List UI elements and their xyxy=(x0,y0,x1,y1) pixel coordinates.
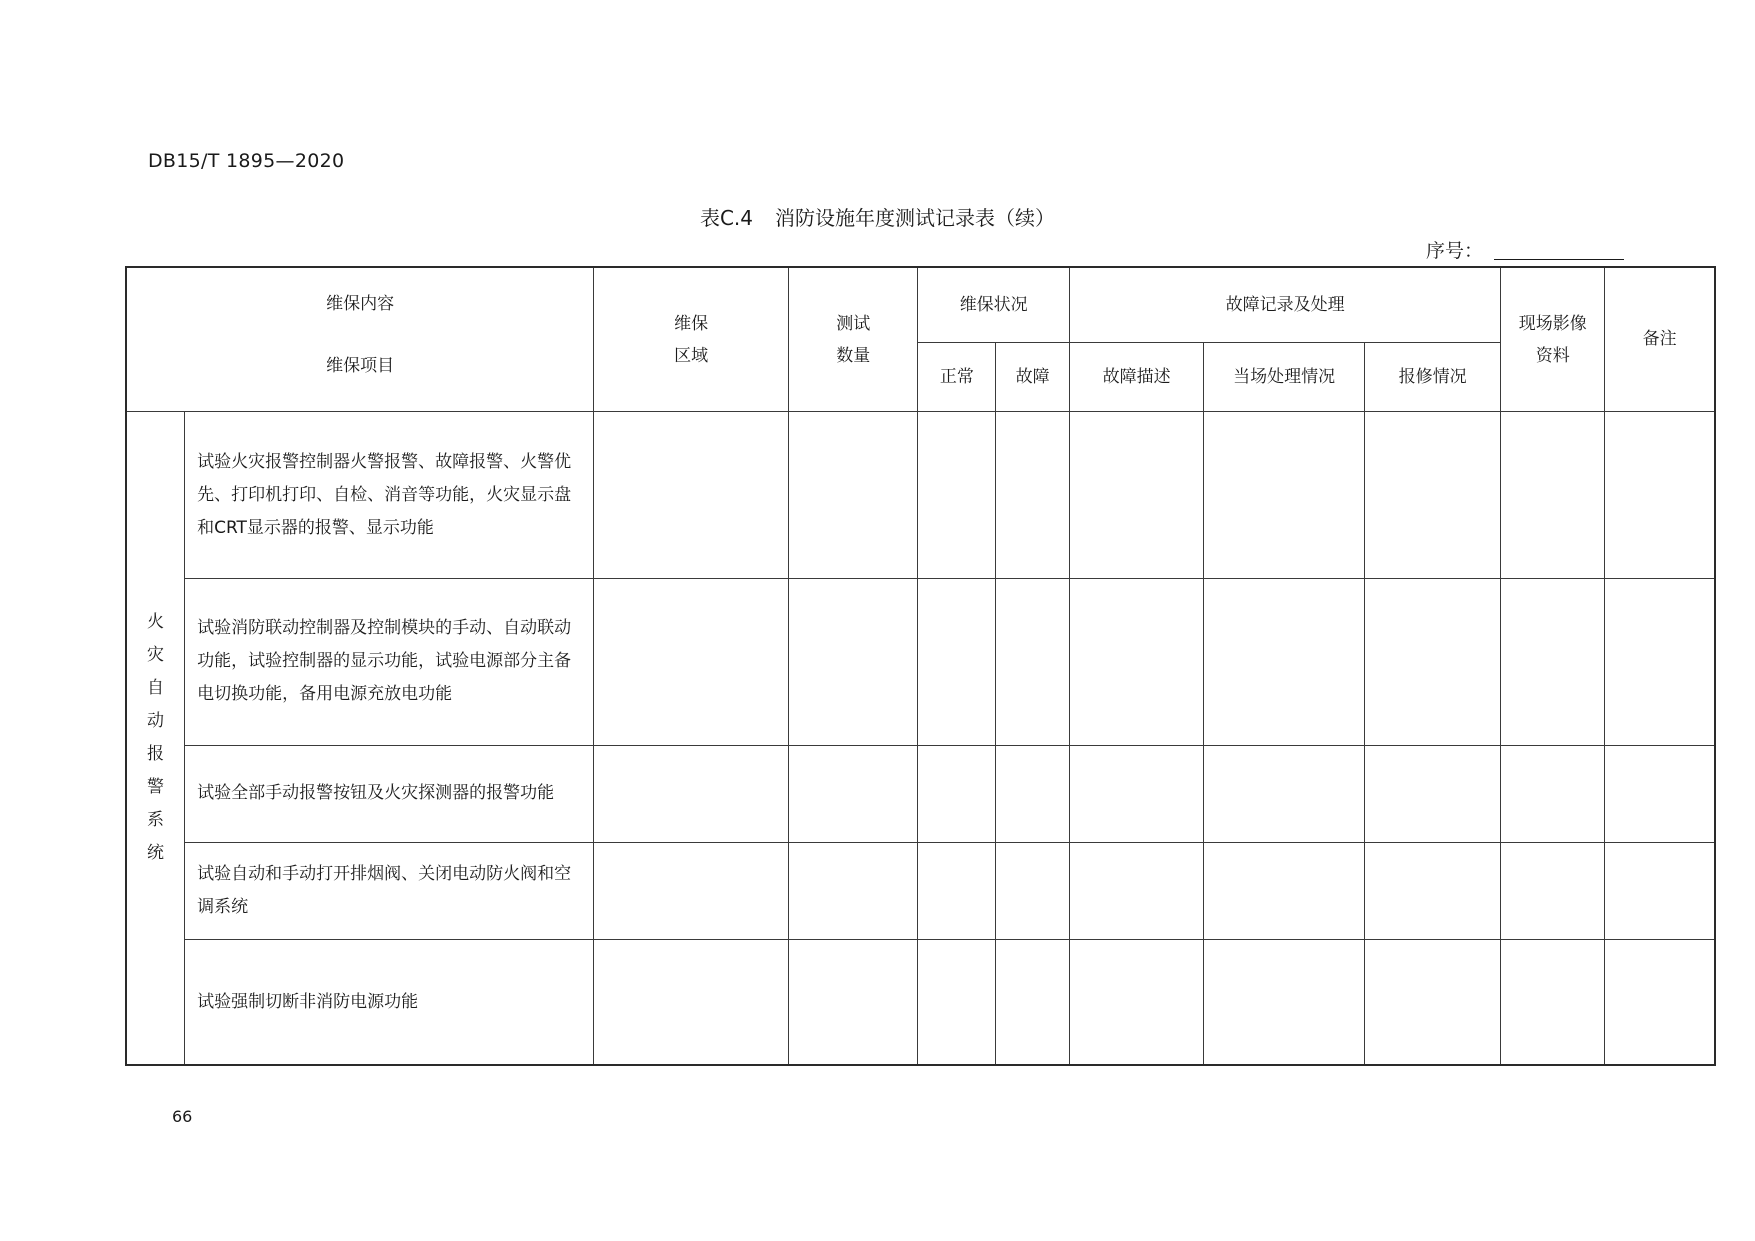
image-cell[interactable] xyxy=(1501,578,1605,745)
header-fault-desc: 故障描述 xyxy=(1069,343,1203,412)
header-repair: 报修情况 xyxy=(1364,343,1500,412)
image-cell[interactable] xyxy=(1501,842,1605,939)
fault-cell[interactable] xyxy=(996,745,1070,842)
repair-cell[interactable] xyxy=(1364,412,1500,579)
item-cell: 试验强制切断非消防电源功能 xyxy=(185,940,594,1065)
normal-cell[interactable] xyxy=(918,412,996,579)
normal-cell[interactable] xyxy=(918,578,996,745)
header-quantity xyxy=(789,267,918,412)
system-char: 系 xyxy=(147,810,165,831)
table-row xyxy=(126,745,1715,842)
normal-cell[interactable] xyxy=(918,842,996,939)
system-char: 报 xyxy=(147,744,165,765)
quantity-cell[interactable] xyxy=(789,412,918,579)
table-title-text: 消防设施年度测试记录表（续） xyxy=(775,206,1056,230)
system-name-cell xyxy=(126,412,185,1065)
header-fault-record: 故障记录及处理 xyxy=(1069,267,1500,343)
header-image-line2: 资料 xyxy=(1535,345,1570,366)
header-normal: 正常 xyxy=(918,343,996,412)
remark-cell[interactable] xyxy=(1605,745,1715,842)
image-cell[interactable] xyxy=(1501,745,1605,842)
image-cell[interactable] xyxy=(1501,940,1605,1065)
quantity-cell[interactable] xyxy=(789,842,918,939)
header-area xyxy=(594,267,789,412)
repair-cell[interactable] xyxy=(1364,745,1500,842)
quantity-cell[interactable] xyxy=(789,745,918,842)
header-area-line2: 区域 xyxy=(674,345,709,366)
header-status: 维保状况 xyxy=(918,267,1070,343)
table-title xyxy=(0,202,1755,231)
onsite-cell[interactable] xyxy=(1204,412,1365,579)
header-item: 维保项目 xyxy=(326,356,395,376)
system-char: 灾 xyxy=(147,645,165,666)
table-row xyxy=(126,412,1715,579)
remark-cell[interactable] xyxy=(1605,842,1715,939)
serial-number-label: 序号： xyxy=(1426,240,1484,262)
fault-desc-cell[interactable] xyxy=(1069,412,1203,579)
repair-cell[interactable] xyxy=(1364,578,1500,745)
area-cell[interactable] xyxy=(594,412,789,579)
onsite-cell[interactable] xyxy=(1204,940,1365,1065)
repair-cell[interactable] xyxy=(1364,842,1500,939)
area-cell[interactable] xyxy=(594,842,789,939)
image-cell[interactable] xyxy=(1501,412,1605,579)
onsite-cell[interactable] xyxy=(1204,745,1365,842)
header-content-item xyxy=(126,267,594,412)
header-onsite: 当场处理情况 xyxy=(1204,343,1365,412)
normal-cell[interactable] xyxy=(918,745,996,842)
header-image xyxy=(1501,267,1605,412)
remark-cell[interactable] xyxy=(1605,578,1715,745)
standard-code: DB15/T 1895—2020 xyxy=(148,150,345,172)
quantity-cell[interactable] xyxy=(789,578,918,745)
header-remark: 备注 xyxy=(1605,267,1715,412)
page-number: 66 xyxy=(172,1107,193,1126)
system-char: 火 xyxy=(147,612,165,633)
header-fault: 故障 xyxy=(996,343,1070,412)
fault-cell[interactable] xyxy=(996,940,1070,1065)
fault-cell[interactable] xyxy=(996,412,1070,579)
header-content: 维保内容 xyxy=(326,294,395,314)
serial-number-field[interactable] xyxy=(1494,259,1624,260)
system-char: 警 xyxy=(147,777,165,798)
header-area-line1: 维保 xyxy=(674,313,709,334)
test-record-table xyxy=(125,266,1716,1066)
repair-cell[interactable] xyxy=(1364,940,1500,1065)
fault-cell[interactable] xyxy=(996,842,1070,939)
fault-desc-cell[interactable] xyxy=(1069,842,1203,939)
header-image-line1: 现场影像 xyxy=(1518,313,1587,334)
header-quantity-line2: 数量 xyxy=(836,345,871,366)
onsite-cell[interactable] xyxy=(1204,578,1365,745)
system-char: 统 xyxy=(147,843,165,864)
normal-cell[interactable] xyxy=(918,940,996,1065)
table-row xyxy=(126,578,1715,745)
quantity-cell[interactable] xyxy=(789,940,918,1065)
header-quantity-line1: 测试 xyxy=(836,313,871,334)
fault-desc-cell[interactable] xyxy=(1069,745,1203,842)
table-number: 表C.4 xyxy=(699,206,754,230)
area-cell[interactable] xyxy=(594,745,789,842)
fault-cell[interactable] xyxy=(996,578,1070,745)
table-row xyxy=(126,940,1715,1065)
item-cell: 试验自动和手动打开排烟阀、关闭电动防火阀和空调系统 xyxy=(185,842,594,939)
system-char: 自 xyxy=(147,678,165,699)
system-char: 动 xyxy=(147,711,165,732)
fault-desc-cell[interactable] xyxy=(1069,578,1203,745)
area-cell[interactable] xyxy=(594,578,789,745)
remark-cell[interactable] xyxy=(1605,412,1715,579)
remark-cell[interactable] xyxy=(1605,940,1715,1065)
area-cell[interactable] xyxy=(594,940,789,1065)
item-cell: 试验全部手动报警按钮及火灾探测器的报警功能 xyxy=(185,745,594,842)
fault-desc-cell[interactable] xyxy=(1069,940,1203,1065)
table-row xyxy=(126,842,1715,939)
item-cell: 试验火灾报警控制器火警报警、故障报警、火警优先、打印机打印、自检、消音等功能，火灾显示盘和CRT显示器的报警、显示功能 xyxy=(185,412,594,579)
onsite-cell[interactable] xyxy=(1204,842,1365,939)
item-cell: 试验消防联动控制器及控制模块的手动、自动联动功能，试验控制器的显示功能，试验电源部分主备电切换功能，备用电源充放电功能 xyxy=(185,578,594,745)
